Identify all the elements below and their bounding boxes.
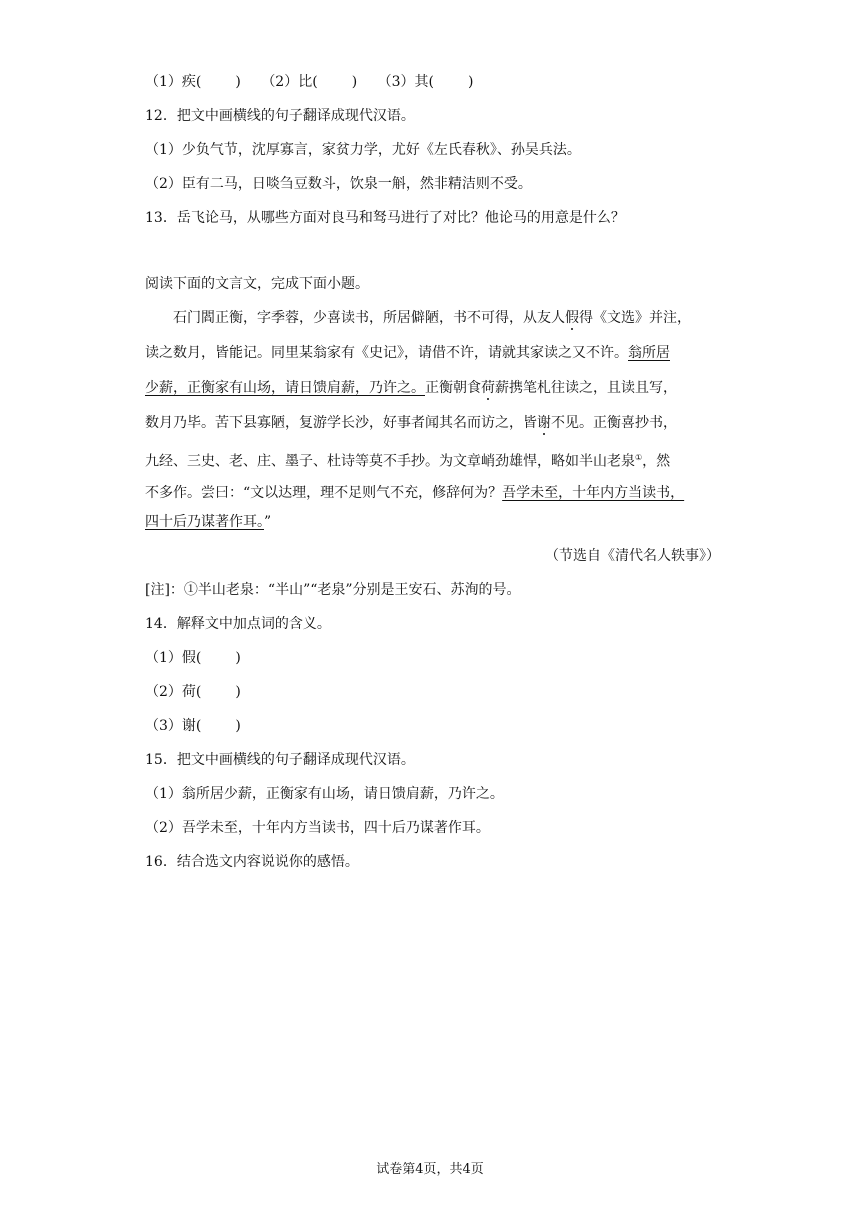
passage-line-5: 九经、三史、老、庄、墨子、杜诗等莫不手抄。为文章峭劲雄悍，略如半山老泉①，然 <box>145 453 671 470</box>
underlined-sentence-2a: 吾学未至，十年内方当读书， <box>502 485 685 501</box>
underlined-sentence-2b: 四十后乃谋著作耳。 <box>145 514 264 530</box>
q14-stem: 14．解释文中加点词的含义。 <box>145 616 331 632</box>
passage-line-4: 数月乃毕。苦下县寡陋，复游学长沙，好事者闻其名而访之，皆谢不见。正衡喜抄书， <box>145 415 677 431</box>
passage-source: （节选自《清代名人轶事》） <box>545 548 720 564</box>
passage-line-7: 四十后乃谋著作耳。” <box>145 514 272 530</box>
passage-line-3: 少薪，正衡家有山场，请日馈肩薪，乃许之。正衡朝食荷薪携笔札往读之，且读且写， <box>145 380 677 396</box>
q11-items <box>145 72 473 92</box>
page-footer: 试卷第4页，共4页 <box>376 1162 484 1177</box>
passage-line-1: 石门閻正衡，字季蓉，少喜读书，所居僻陋，书不可得，从友人假得《文选》并注， <box>173 310 691 326</box>
q15-stem: 15．把文中画横线的句子翻译成现代汉语。 <box>145 752 415 768</box>
dotted-word-jia: 假 <box>565 310 579 326</box>
q16-stem: 16．结合选文内容说说你的感悟。 <box>145 854 359 870</box>
q15-sentence-2: （2）吾学未至，十年内方当读书，四十后乃谋著作耳。 <box>145 820 490 836</box>
q15-sentence-1: （1）翁所居少薪，正衡家有山场，请日馈肩薪，乃许之。 <box>145 786 504 802</box>
q13-stem: 13．岳飞论马，从哪些方面对良马和驽马进行了对比？他论马的用意是什么？ <box>145 210 625 226</box>
q14-item-1: （1）假( ) <box>145 650 241 666</box>
q11-item-3: （3）其( ) <box>377 74 474 90</box>
reading-intro: 阅读下面的文言文，完成下面小题。 <box>145 276 369 292</box>
footnote-marker: ① <box>635 453 643 462</box>
dotted-word-he: 荷 <box>481 380 495 396</box>
q14-item-2: （2）荷( ) <box>145 684 241 700</box>
passage-line-6: 不多作。尝曰：“文以达理，理不足则气不充，修辞何为？吾学未至，十年内方当读书， <box>145 485 685 501</box>
q12-sentence-2: （2）臣有二马，日啖刍豆数斗，饮泉一斛，然非精洁则不受。 <box>145 176 532 192</box>
q14-item-3: （3）谢( ) <box>145 718 241 734</box>
q12-stem: 12．把文中画横线的句子翻译成现代汉语。 <box>145 108 415 124</box>
q12-sentence-1: （1）少负气节，沈厚寡言，家贫力学，尤好《左氏春秋》、孙吴兵法。 <box>145 142 581 158</box>
q11-item-1: （1）疾( ) <box>145 74 241 90</box>
footnote: [注]：①半山老泉：“半山”“老泉”分别是王安石、苏洵的号。 <box>145 582 521 598</box>
underlined-sentence-1b: 少薪，正衡家有山场，请日馈肩薪，乃许之。 <box>145 380 425 396</box>
passage-line-2: 读之数月，皆能记。同里某翁家有《史记》，请借不许，请就其家读之又不许。翁所居 <box>145 345 670 361</box>
underlined-sentence-1a: 翁所居 <box>628 345 670 361</box>
q11-item-2: （2）比( ) <box>261 74 358 90</box>
dotted-word-xie: 谢 <box>537 415 551 431</box>
